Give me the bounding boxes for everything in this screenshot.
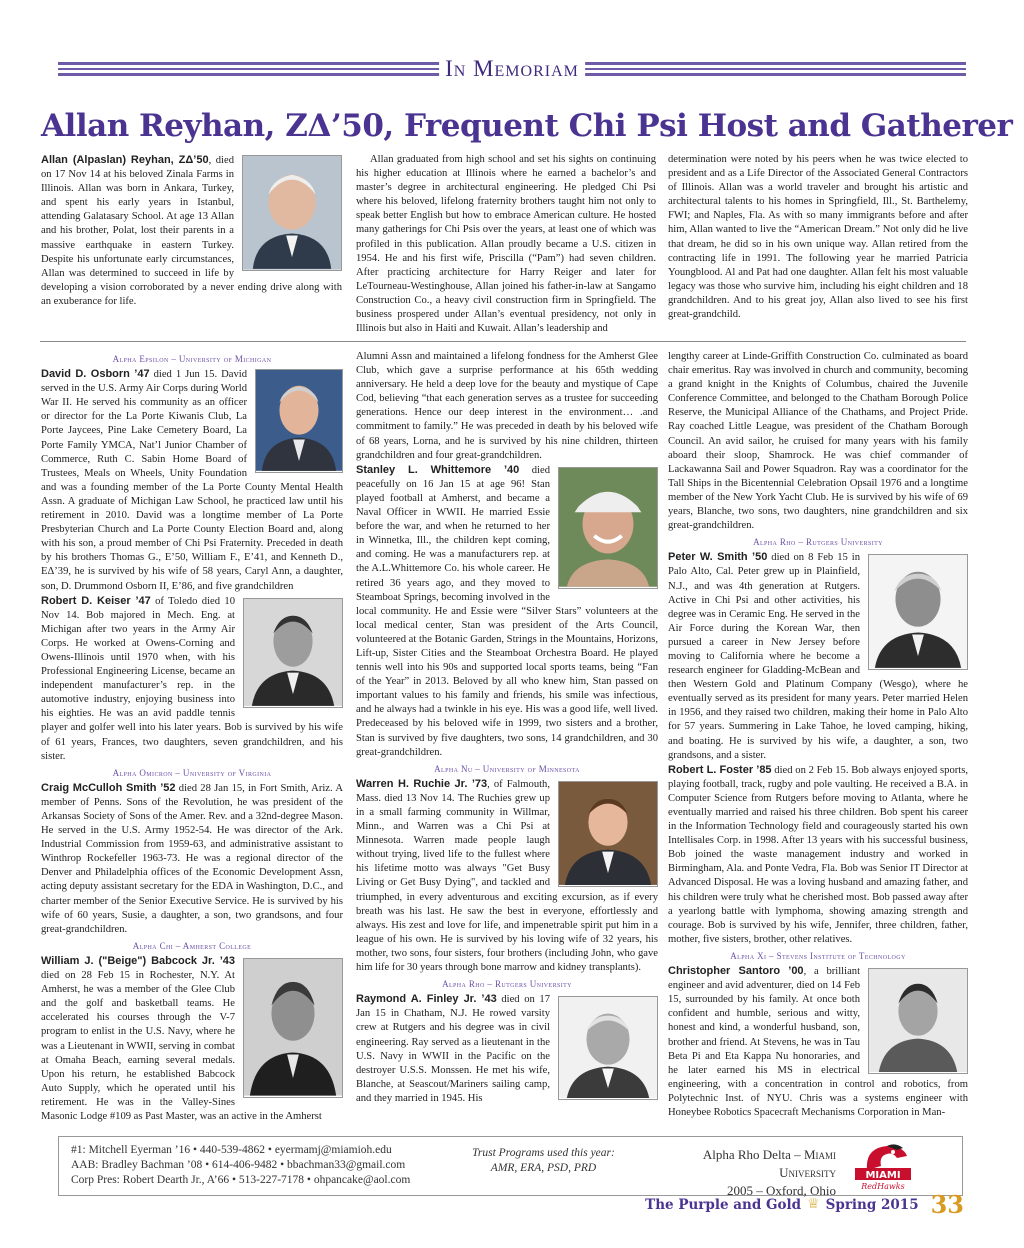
deceased-name: Allan (Alpaslan) Reyhan, ZΔ’50 (41, 154, 209, 166)
obituary-text: died on 2 Feb 15. Bob always enjoyed sports, playing football, track, rugby and pole vaulting. He received a B.A. in Computer Science from Rutgers before moving to Atlanta, where he eventually married and raised his three children. Bob spent his career in the Information Technology field and courageously started his own Intellisales Corp. in 1998. After 13 years with his successful business, Bob joined the waste management industry and worked in Birmingham, Ala. and Ponte Vedra, Fla. Bob was Senior IT Director at Advanced Disposal. He was a loving husband and amazing father, and his children were truly what he cherished most. Bob passed away after a yearlong battle with lymphoma, showing amazing strength and courage. Bob is survived by his wife, Jennifer, three children, father, mother, five sisters, brother, other relatives. (668, 764, 969, 945)
feature-column-3 (668, 153, 968, 322)
obituary-text: lengthy career at Linde-Griffith Construction Co. culminated as board chair emeritus. Ray was involved in church and community, becoming a grand knight in the Knights of Columbus, chaired the Juvenile Conference Committee, and belonged to the Chatham Borough Police Reserve, the Municipal Alliance of the Chathams, and Project Pride. Ray coached Little League, was president of the Chatham Borough Council. An avid sailor, he cruised for many years with his family aboard their sloop, Shamrock. He was chief commander of Lackawanna Sail and Power Squadron. Ray was a coordinator for the Tall Ships in the Bicentennial Celebration Opsail 1976 and a longtime member of the New York Yacht Club. He is survived by his wife of 69 years, Blanche, two sons, two daughters, nine grandchildren and six great-grandchildren. (668, 351, 968, 532)
obituary-text: of Toledo died 10 Nov 14. Bob majored in Mech. Eng. at Michigan after two years in the Army Air Corps. He worked at Owens-Corning and Owens-Illinois until 1970 when, with his Professional Engineering License, became an independent manufacturer’s rep. in the automotive industry, enjoying business into his eighties. He was an avid paddle tennis player and golfer well into his later years. Bob is survived by his wife of 61 years, Frances, two daughters, seven grandchildren, and his sister. (41, 595, 343, 762)
obituary-text: , of Falmouth, Mass. died 13 Nov 14. The Ruchies grew up in a small farming community in Willmar, Minn., and Warren was a Chi Psi at Minnesota. Warren made people laugh without trying, lived life to the fullest where his lifetime motto was always "Get Busy Living or Get Busy Dying", and tackled and triumphed, in every adventurous and exciting excursion, as if every breath was his last. He saw the best in everyone, effortlessly and always. His zest and love for life, and impenetrable spirit put him in a league of his own. He is survived by his loving wife of 32 years, his mother, two sons, four sisters, four brothers (including John, who gave him life for 30 years through bone marrow and kidney transplants). (356, 778, 658, 974)
obituary-text: Allan graduated from high school and set his sights on continuing his higher education at Illinois where he earned a bachelor’s and master’s degree in architectural engineering. He pledged Chi Psi where his beloved, lifelong fraternity brothers taught him not only to speak better English but how to embrace American culture. He hosted many gatherings for Chi Psis over the years, at least one of which was profiled in this publication. Allan proudly became a U.S. citizen in 1954. He and his first wife, Priscilla (“Pam”) had seven children. After practicing architecture for Harry Reiger and later for LeTourneau-Westinghouse, Allan joined his father-in-law at Sangamo Construction Co., a heavy civil construction firm in Springfield. The business prospered under Allan’s eventual presidency, not only in Illinois but also in Haiti and Kuwait. Allan’s leadership and (356, 154, 656, 335)
feature-column-2 (356, 153, 656, 336)
portrait-photo-reyhan (242, 155, 342, 271)
deceased-name: Robert D. Keiser ’47 (41, 594, 151, 607)
section-banner (58, 58, 966, 82)
portrait-photo-babcock (243, 958, 343, 1098)
chapter-heading: Alpha Omicron – University of Virginia (112, 767, 272, 778)
obituary-text: determination were noted by his peers when he was twice elected to president and as a Life Director of the Associated General Contractors of Illinois. Allan was a world traveler and brought his artistic and architectural talents to his homes in Springfield, Ill., St. Barthelemy, FWI; and Naples, Fla. As with so many immigrants before and after him, Allan wanted to live the “American Dream.” Not only did he live that dream, he did so in his own unique way. Allan retired from the contracting life in 1991. The following year he married Patricia Youngblood. Al and Pat had one daughter. Allan felt his most valuable legacy was those who survive him, including his eight children and 18 grandchildren. And to his great joy, Allan also lived to see his first great-grandchild. (668, 154, 968, 321)
svg-text:RedHawks: RedHawks (861, 1182, 905, 1191)
portrait-photo-whittemore (558, 467, 658, 589)
page-footer (645, 1190, 964, 1219)
obituary-text: died on 17 Jan 15 in Chatham, N.J. He rowed varsity crew at Rutgers and his degree was in civil engineering. Ray served as a lieutenant in the U.S. Navy in WWII in the Pacific on the destroyer U.S.S. Monssen. He met his wife, Blanche, at Seascout/Mariners sailing camp, and they married in 1945. His (356, 994, 551, 1104)
chapter-heading: Alpha Nu – University of Minnesota (434, 763, 580, 774)
chapter-contacts (71, 1143, 410, 1188)
deceased-name: David D. Osborn ’47 (41, 368, 150, 381)
deceased-name: Craig McCulloh Smith ’52 (41, 781, 176, 794)
portrait-photo-keiser (243, 598, 343, 708)
section-divider (40, 341, 966, 342)
chapter-heading: Alpha Chi – Amherst College (132, 940, 252, 951)
issue-season: Spring 2015 (825, 1196, 919, 1213)
section-title: In Memoriam (439, 57, 585, 81)
chapter-heading: Alpha Rho – Rutgers University (753, 537, 883, 548)
article-headline: Allan Reyhan, ZΔ’50, Frequent Chi Psi Host and Gatherer (41, 108, 1013, 144)
obituary-column-2 (356, 350, 658, 1106)
obituary-text: died 1 Jun 15. David served in the U.S. Army Air Corps during World War II. He served his community as an officer or director for the La Porte Kiwanis Club, La Porte Jaycees, Pine Lake Cemetery Board, La Porte Family YMCA, Nat’l Junior Chamber of Commerce, Ruth C. Sabin Home Board of Trustees, Meals on Wheels, Unity Foundation and was a founding member of the La Porte County Mental Health Assn. A graduate of Michigan Law School, he practiced law until his retirement in 2010. David was a longtime member of La Porte Presbyterian Church and La Porte County Election Board and, along with his son, a proud member of Chi Psi Fraternity. Preceded in death by his brothers Thomas G., E’50, William F., E’41, and Kenneth D., EΔ’39, he is survived by his wife of 58 years, Caryl Ann, a daughter, son, D. Drummond Osborn II, E’86, and five grandchildren (41, 369, 343, 592)
chapter-name: Alpha Rho Delta – (702, 1147, 804, 1162)
portrait-photo-ruchie (558, 781, 658, 887)
deceased-name: Warren H. Ruchie Jr. ’73 (356, 777, 488, 790)
chapter-heading: Alpha Rho – Rutgers University (442, 979, 572, 990)
deceased-name: William J. ("Beige") Babcock Jr. ’43 (41, 954, 235, 967)
obituary-text: Alumni Assn and maintained a lifelong fondness for the Amherst Glee Club, which gave a surprise performance at his 65th wedding anniversary. He held a deep love for the beauty and mystique of Cape Cod, believing “that each generation serves as a trustee for succeeding generations. Hence our deep interest in the environment… .and commitment to family.” He was preceded in death by his beloved wife of 68 years, Lorna, and he is survived by his nine children, thirteen grandchildren and four great-grandchildren. (356, 351, 658, 461)
page-number: 33 (930, 1190, 964, 1219)
miami-redhawks-logo (847, 1140, 919, 1192)
obituary-text: died on 28 Feb 15 in Rochester, N.Y. At Amherst, he was a member of the Glee Club and the golf and basketball teams. He accelerated his courses through the V-7 program to enlist in the U.S. Navy, where he was a Lieutenant in WWII, serving in combat at Omaha Beach, earning several medals. Upon his return, he established Babcock Auto Supply, which he operated until his retirement. He was in the Valley-Sines Masonic Lodge #109 as Past Master, was an active in the Amherst (41, 970, 322, 1122)
deceased-name: Stanley L. Whittemore ’40 (356, 463, 520, 476)
obituary-column-3 (668, 350, 968, 1120)
feature-column-1 (41, 153, 342, 309)
deceased-name: Peter W. Smith ’50 (668, 551, 768, 564)
obituary-text: died peacefully on 16 Jan 15 at age 96! Stan played football at Amherst, and became a Naval Officer in WWII. He married Essie before the war, and when he returned to her in Winnetka, Ill., the children kept coming, and coming. He was a manufacturers rep. at the A.L.Whittemore Co. his whole career. He retired 36 years ago, and they moved to Steamboat Springs, becoming involved in the local community. He and Essie were “Silver Stars” volunteers at the local medical center, Stan was president of the Arts Council, volunteered at the Botanic Garden, Strings in the Mountains, Horizons, Lift-up, Sister Cities and the Steamboat Orchestra Board. He played tennis well into his 90s and supported local sports teams, being “Fan of the Year” in 2013. Beloved by all who knew him, Stan passed on important values to his family and friends, his smile was infectious, and he always had a twinkle in his eye. His was a good life, well lived. Predeceased by his beloved wife in 1999, two sisters and a brother, Stan is survived by five daughters, two sons, 14 grandchildren, and 30 great-grandchildren. (356, 464, 658, 758)
trust-programs (471, 1146, 616, 1176)
trust-programs-label: Trust Programs used this year: (472, 1147, 615, 1159)
trust-programs-list: AMR, ERA, PSD, PRD (490, 1162, 597, 1174)
contact-line: Corp Pres: Robert Dearth Jr., A’66 • 513-227-7178 • ohpancake@aol.com (71, 1174, 411, 1186)
obituary-text: died on 8 Feb 15 in Palo Alto, Cal. Peter grew up in Plainfield, N.J., and was 4th generation at Rutgers. Active in Chi Psi and other activities, his degree was in Ceramic Eng. He served in the Air Force during the Korean War, then pursued a career in New Jersey before moving to California where he become a research engineer for Gladding-McBean and then Western Gold and Platinum Company (Wesgo), where he eventually served as its president for many years. Peter married Helen in 1956, and they raised two children, making their home in Palo Alto for 57 years. Summering in Lake Tahoe, he loved camping, hiking, and boating. He is survived by his wife, a daughter, a son, two grandsons, and a sister. (668, 552, 968, 761)
chapter-founding: 2005 – Oxford, Ohio (726, 1183, 836, 1198)
contact-line: AAB: Bradley Bachman ’08 • 614-406-9482 • bbachman33@gmail.com (71, 1159, 406, 1171)
publication-name: The Purple and Gold (645, 1196, 802, 1213)
contact-line: #1: Mitchell Eyerman ’16 • 440-539-4862 • eyermamj@miamioh.edu (71, 1144, 392, 1156)
portrait-photo-finley (558, 996, 658, 1100)
chapter-heading: Alpha Xi – Stevens Institute of Technology (730, 950, 906, 961)
svg-text:MIAMI: MIAMI (865, 1170, 901, 1181)
obituary-text: died 28 Jan 15, in Fort Smith, Ariz. A member of Penns. Sons of the Revolution, he was president of the Arkansas Society of Sons of the Amer. Rev. and a 32nd-degree Mason. He served in the U.S. Army 1952-54. He was director of the Ark. Industrial Commission from 1959-63, and administrative assistant to Winthrop Rockefeller 1963-73. He was a regional director of the Denver and Philadelphia offices of the Economic Development Assn, acting deputy assistant secretary for the EDA in Washington, D.C., and charter member of the Senior Executive Service. He is survived by his wife of 60 years, Susie, a daughter, a son, two grandsons, and four great-grandchildren. (41, 782, 343, 935)
portrait-photo-peter-smith (868, 554, 968, 670)
chi-psi-emblem-icon: ♕ (807, 1197, 820, 1212)
redhawk-logo-icon (847, 1140, 919, 1192)
portrait-photo-santoro (868, 968, 968, 1074)
deceased-name: Robert L. Foster ’85 (668, 763, 772, 776)
chapter-info-box (58, 1136, 963, 1196)
deceased-name: Christopher Santoro ’00 (668, 965, 804, 978)
obituary-column-1 (41, 350, 343, 1124)
deceased-name: Raymond A. Finley Jr. ’43 (356, 993, 497, 1006)
portrait-photo-osborn (255, 369, 343, 473)
obituary-text: , died on 17 Nov 14 at his beloved Zinala Farms in Illinois. Allan was born in Ankara, Turkey, and spent his early years in Istanbul, attending Galatasary School. At age 13 Allan and his brother, Polat, lost their parents in a massive earthquake in eastern Turkey. Despite his unfortunate early circumstances, Allan was determined to succeed in life by developing a vision corroborated by a never ending drive along with an exuberance for life. (41, 155, 342, 307)
chapter-school: Miami University (779, 1147, 836, 1180)
obituary-text: , a brilliant engineer and avid adventurer, died on 14 Feb 15, surrounded by his family. At once both confident and humble, serious and witty, honest and kind, a wonderful husband, son, brother and friend. At Stevens, he was in Tau Beta Pi and Eta Kappa Nu honoraries, and he later earned his MS in electrical engineering, with a concentration in control and robotics, from Polytechnic Inst. of NYU. Chris was a systems engineer with Honeybee Robotics Spacecraft Mechanisms Corporation in Man- (668, 966, 968, 1118)
chapter-heading: Alpha Epsilon – University of Michigan (112, 354, 272, 364)
